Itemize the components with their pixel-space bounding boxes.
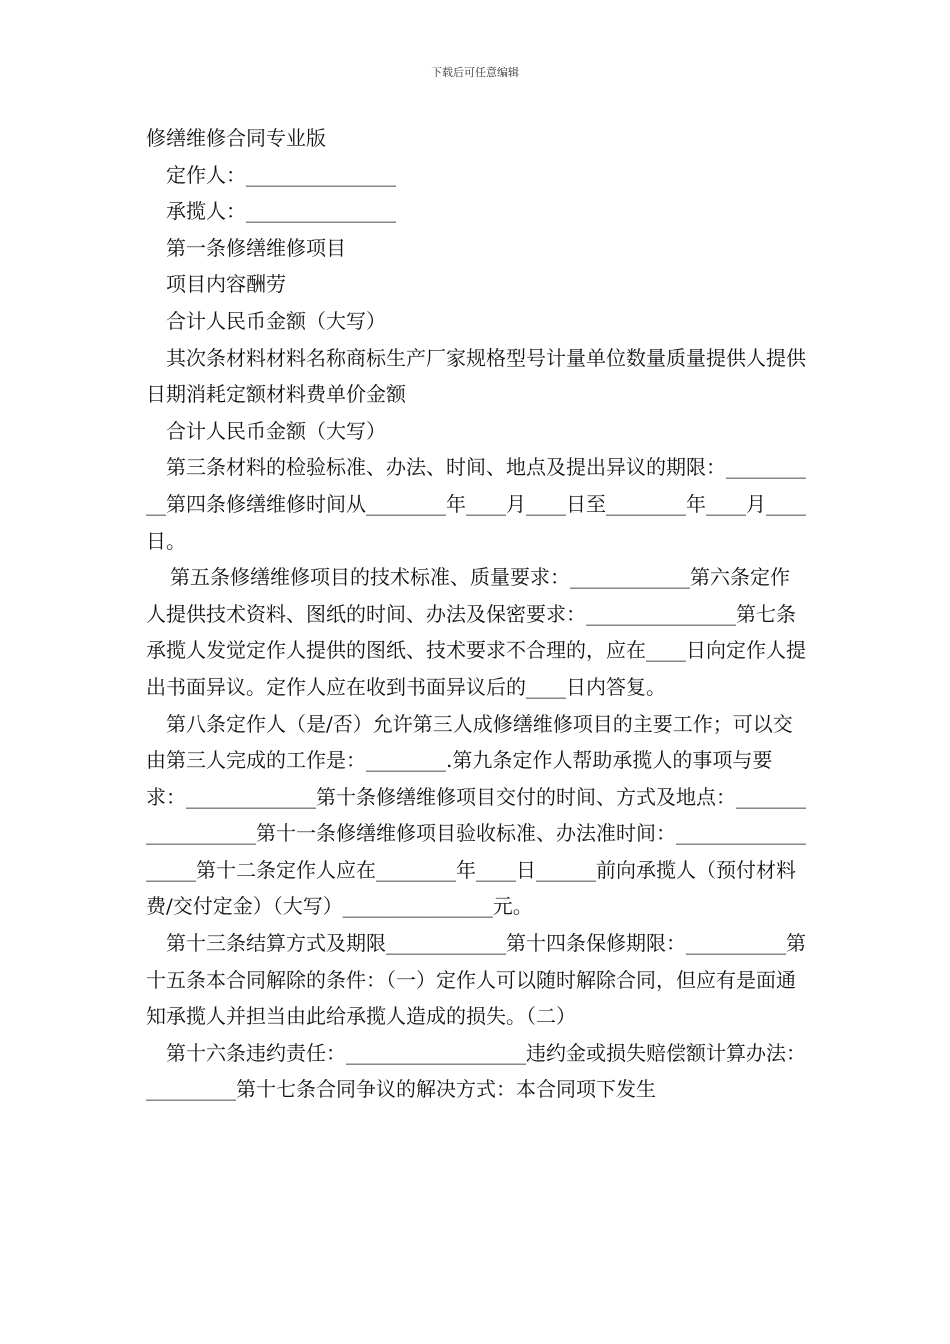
document-title: 修缮维修合同专业版 (146, 126, 326, 150)
page-header: 下载后可任意编辑 (431, 66, 519, 79)
paragraph-article-2: 其次条材料材料名称商标生产厂家规格型号计量单位数量质量提供人提供日期消耗定额材料费单价金额 (146, 345, 806, 407)
paragraph-article-8-12: 第八条定作人（是/否）允许第三人成修缮维修项目的主要工作；可以交由第三人完成的工作是：________.第九条定作人帮助承揽人的事项与要求：_____________第十条修缮维修项目交付的时间、方式及地点：__________________第十一条修缮维修项目验收标准、办法准时间：__________________第十二条定作人应在________年____日______前向承揽人（预付材料费/交付定金）（大写）_______________元。 (146, 711, 806, 919)
paragraph-article-16-17: 第十六条违约责任：__________________违约金或损失赔偿额计算办法：_________第十七条合同争议的解决方式：本合同项下发生 (146, 1040, 806, 1102)
paragraph-article-13-15: 第十三条结算方式及期限____________第十四条保修期限：__________第十五条本合同解除的条件：（一）定作人可以随时解除合同，但应有是面通知承揽人并担当由此给承揽人造成的损失。（二） (146, 931, 806, 1029)
paragraph-ding-zuo-ren: 定作人：_______________ (166, 162, 396, 187)
paragraph-article-1: 第一条修缮维修项目 (166, 235, 346, 260)
paragraph-total-amount-2: 合计人民币金额（大写） (166, 418, 386, 443)
paragraph-project-content: 项目内容酬劳 (166, 272, 286, 297)
paragraph-total-amount-1: 合计人民币金额（大写） (166, 308, 386, 333)
paragraph-article-5-7: 第五条修缮维修项目的技术标准、质量要求：____________第六条定作人提供技术资料、图纸的时间、办法及保密要求：_______________第七条承揽人发觉定作人提供的图纸、技术要求不合理的，应在____日向定作人提出书面异议。定作人应在收到书面异议后的____日内答复。 (146, 565, 806, 699)
paragraph-article-3-4: 第三条材料的检验标准、办法、时间、地点及提出异议的期限：__________第四条修缮维修时间从________年____月____日至________年____月____日。 (146, 455, 806, 553)
document-body (146, 120, 808, 1108)
paragraph-cheng-lan-ren: 承揽人：_______________ (166, 199, 396, 224)
